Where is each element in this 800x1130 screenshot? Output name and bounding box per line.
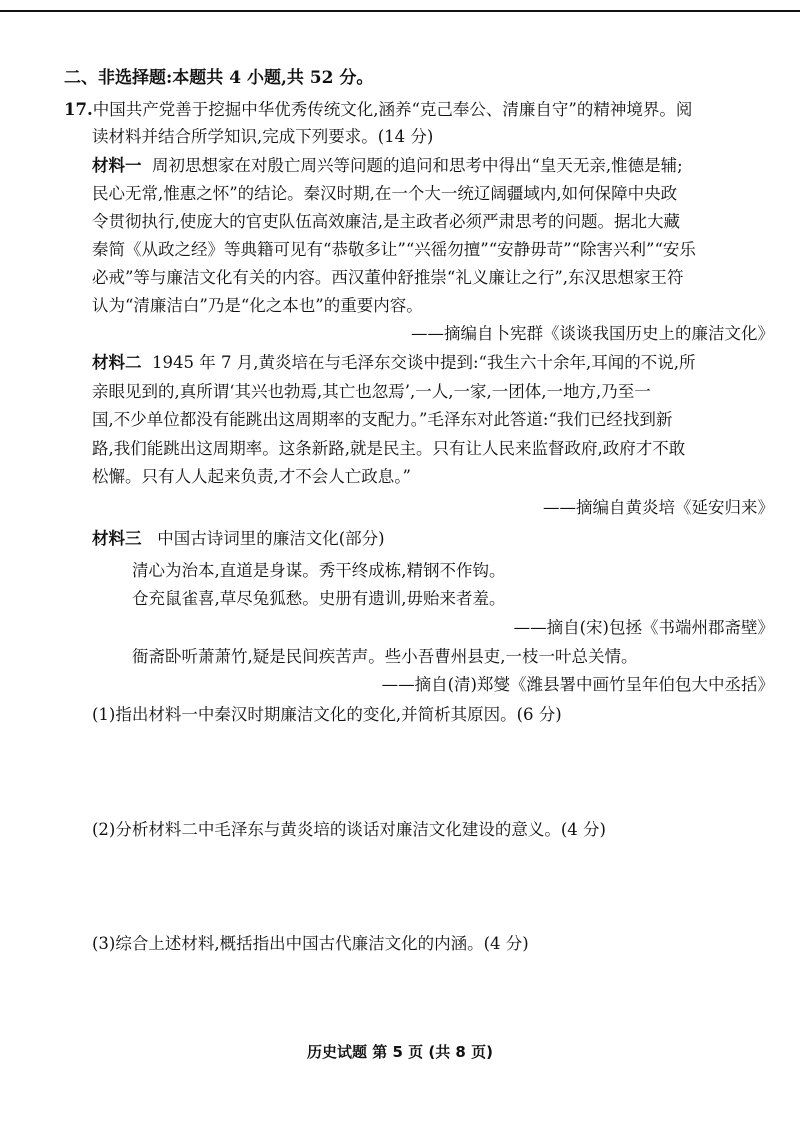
material2-line-1 (92, 351, 695, 375)
section-title: 二、非选择题:本题共 4 小题,共 52 分。 (64, 68, 374, 88)
material1-label: 材料一 (92, 156, 142, 175)
material2-line-3: 国,不少单位都没有能跳出这周期率的支配力。”毛泽东对此答道:“我们已经找到新 (92, 410, 673, 429)
poem1-source: ——摘自(宋)包拯《书端州郡斋壁》 (513, 618, 774, 637)
poem1-line-1: 清心为治本,直道是身谋。秀干终成栋,精钢不作钩。 (132, 561, 506, 580)
material3-heading: 中国古诗词里的廉洁文化(部分) (157, 529, 385, 548)
material1-line-1 (92, 154, 683, 178)
material1-line-3: 令贯彻执行,使庞大的官吏队伍高效廉洁,是主政者必须严肃思考的问题。据北大藏 (92, 212, 680, 231)
poem2-line-1: 衙斋卧听萧萧竹,疑是民间疾苦声。些小吾曹州县吏,一枝一叶总关情。 (132, 647, 638, 666)
question-intro-line-1 (64, 98, 692, 122)
material3-line-heading (92, 527, 385, 551)
material3-label: 材料三 (92, 529, 142, 548)
poem2-source: ——摘自(清)郑燮《潍县署中画竹呈年伯包大中丞括》 (381, 675, 774, 694)
material1-line-6: 认为“清廉洁白”乃是“化之本也”的重要内容。 (92, 296, 423, 315)
subquestion-1: (1)指出材料一中秦汉时期廉洁文化的变化,并简析其原因。(6 分) (92, 705, 562, 724)
material2-text-1: 1945 年 7 月,黄炎培在与毛泽东交谈中提到:“我生六十余年,耳闻的不说,所 (152, 353, 696, 372)
question-intro-line-2: 读材料并结合所学知识,完成下列要求。(14 分) (92, 127, 434, 146)
subquestion-3: (3)综合上述材料,概括指出中国古代廉洁文化的内涵。(4 分) (92, 934, 529, 953)
material2-line-4: 路,我们能跳出这周期率。这条新路,就是民主。只有让人民来监督政府,政府才不敢 (92, 439, 686, 458)
material1-text-1: 周初思想家在对殷亡周兴等问题的追问和思考中得出“皇天无亲,惟德是辅; (152, 156, 683, 175)
top-border-rule (0, 10, 800, 12)
material2-source: ——摘编自黄炎培《延安归来》 (543, 498, 774, 517)
material1-line-5: 必戒”等与廉洁文化有关的内容。西汉董仲舒推崇“礼义廉让之行”,东汉思想家王符 (92, 268, 684, 287)
material1-source: ——摘编自卜宪群《谈谈我国历史上的廉洁文化》 (411, 324, 774, 343)
page-footer: 历史试题 第 5 页 (共 8 页) (307, 1043, 493, 1061)
material1-line-4: 秦简《从政之经》等典籍可见有“恭敬多让”“兴徭勿擅”“安静毋苛”“除害兴利”“安乐 (92, 240, 696, 259)
material2-line-2: 亲眼见到的,真所谓‘其兴也勃焉,其亡也忽焉’,一人,一家,一团体,一地方,乃至一 (92, 382, 651, 401)
question-intro-text-1: 中国共产党善于挖掘中华优秀传统文化,涵养“克己奉公、清廉自守”的精神境界。阅 (92, 100, 693, 119)
material2-label: 材料二 (92, 353, 142, 372)
poem1-line-2: 仓充鼠雀喜,草尽兔狐愁。史册有遗训,毋贻来者羞。 (132, 589, 506, 608)
material1-line-2: 民心无常,惟惠之怀”的结论。秦汉时期,在一个大一统辽阔疆域内,如何保障中央政 (92, 184, 678, 203)
subquestion-2: (2)分析材料二中毛泽东与黄炎培的谈话对廉洁文化建设的意义。(4 分) (92, 820, 606, 839)
question-number: 17. (64, 100, 93, 119)
material2-line-5: 松懈。只有人人起来负责,才不会人亡政息。” (92, 467, 411, 486)
